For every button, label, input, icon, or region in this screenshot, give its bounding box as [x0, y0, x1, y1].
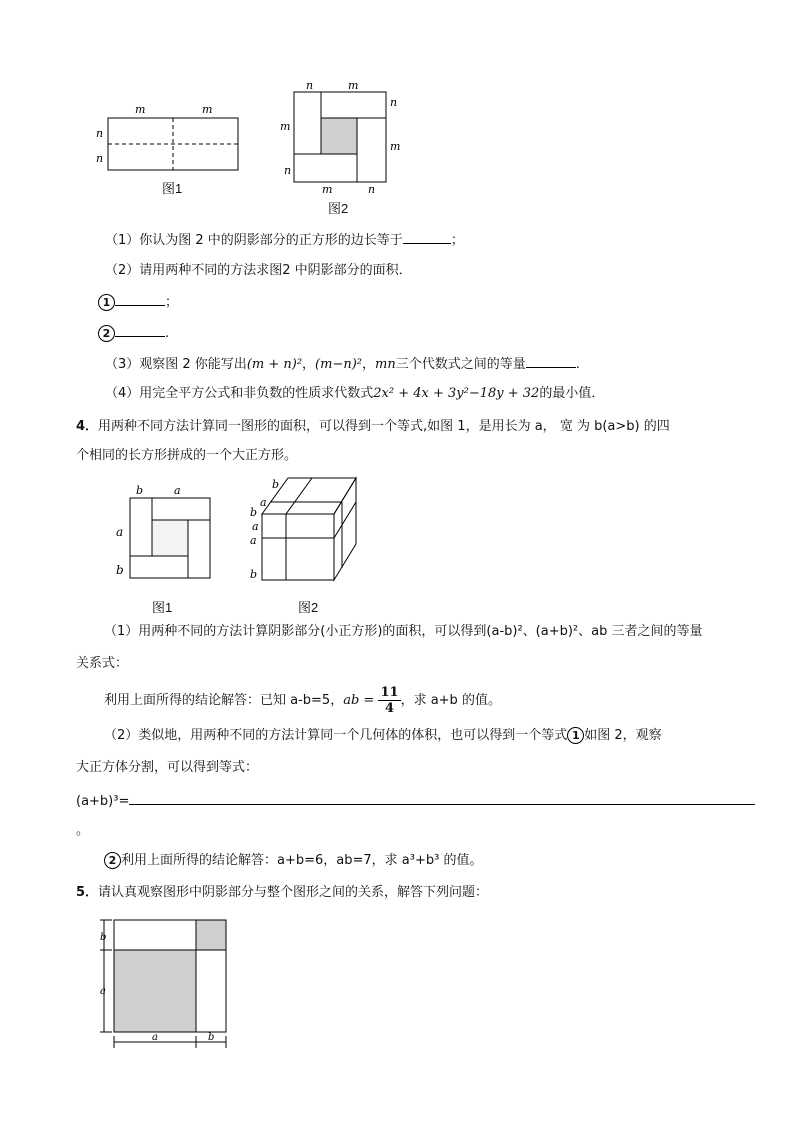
- q4-part1-line1: （1）用两种不同的方法计算阴影部分(小正方形)的面积，可以得到(a-b)²、(a+b)²、ab 三者之间的等量: [104, 624, 703, 639]
- q4-fig1-caption: 图1: [152, 600, 173, 615]
- svg-text:m: m: [348, 79, 359, 92]
- q4-fig2-caption: 图2: [298, 600, 319, 615]
- q4-part1-apply: 利用上面所得的结论解答：已知 a-b=5，ab = $\frac{11}{4}$ ，求 a+b 的值。: [104, 685, 501, 716]
- svg-text:b: b: [116, 563, 124, 577]
- q3-part3-blank[interactable]: [526, 354, 576, 368]
- fig1-label-m-left: m: [135, 103, 146, 116]
- svg-text:b: b: [136, 484, 144, 497]
- svg-text:a: a: [174, 484, 181, 497]
- q5-intro: 5．请认真观察图形中阴影部分与整个图形之间的关系，解答下列问题：: [76, 885, 489, 900]
- svg-text:b: b: [250, 506, 258, 519]
- q3-part3: （3）观察图 2 你能写出(m + n)²，(m−n)²，mn三个代数式之间的等量 .: [105, 354, 580, 374]
- q5-figure: [96, 914, 236, 1050]
- q3-part1-blank[interactable]: [403, 230, 451, 244]
- q4-part2-line2: 大正方体分割，可以得到等式：: [76, 760, 259, 775]
- svg-text:n: n: [284, 164, 292, 177]
- fig1-label-n-bottom: n: [96, 152, 104, 165]
- q4-figure-1: [112, 480, 217, 585]
- svg-text:a: a: [116, 525, 124, 539]
- q3-method1: 1 ；: [98, 292, 178, 312]
- q3-method2: 2 .: [98, 323, 169, 343]
- svg-text:n: n: [390, 96, 398, 109]
- fraction-11-4: $\frac{11}{4}$: [380, 685, 399, 716]
- fig2-caption: 图2: [328, 201, 349, 216]
- fig1-label-n-top: n: [96, 127, 104, 140]
- q4-part2-answer-blank[interactable]: [129, 791, 755, 805]
- svg-text:n: n: [306, 79, 314, 92]
- svg-text:b: b: [272, 478, 280, 491]
- svg-text:a: a: [100, 986, 106, 997]
- svg-text:m: m: [390, 140, 401, 153]
- svg-text:b: b: [208, 1032, 215, 1043]
- svg-text:m: m: [280, 120, 291, 133]
- q4-figure-2-cube: [248, 474, 360, 586]
- q3-part1: （1）你认为图 2 中的阴影部分的正方形的边长等于 ；: [105, 230, 464, 250]
- q4-intro-2: 个相同的长方形拼成的一个大正方形。: [76, 448, 298, 463]
- svg-text:b: b: [100, 932, 107, 943]
- svg-text:b: b: [250, 568, 258, 581]
- q3-part2: （2）请用两种不同的方法求图2 中阴影部分的面积．: [105, 263, 412, 278]
- q4-part2-dot: 。: [76, 823, 90, 838]
- figure-2-square: [278, 78, 408, 196]
- svg-text:a: a: [252, 520, 259, 533]
- svg-text:n: n: [368, 183, 376, 196]
- q3-part4: （4）用完全平方公式和非负数的性质求代数式2x² + 4x + 3y²−18y + 32的最小值．: [105, 386, 605, 401]
- fig1-caption: 图1: [162, 181, 183, 196]
- svg-text:m: m: [322, 183, 333, 196]
- q4-part2-expr: (a+b)³=: [76, 791, 755, 811]
- q3-method1-blank[interactable]: [115, 292, 165, 306]
- q4-part2-line1: （2）类似地，用两种不同的方法计算同一个几何体的体积，也可以得到一个等式 1 如图 2，观察: [104, 728, 662, 743]
- q4-part1-line2: 关系式：: [76, 656, 129, 671]
- q4-part2-apply: 2 利用上面所得的结论解答：a+b=6，ab=7，求 a³+b³ 的值。: [104, 852, 482, 870]
- svg-text:a: a: [260, 496, 267, 509]
- q3-method2-blank[interactable]: [115, 323, 165, 337]
- svg-text:a: a: [152, 1032, 158, 1043]
- q4-intro-1: 4．用两种不同方法计算同一图形的面积，可以得到一个等式,如图 1，是用长为 a， 宽 为 b(a>b) 的四: [76, 419, 670, 434]
- svg-text:a: a: [250, 534, 257, 547]
- fig1-label-m-right: m: [202, 103, 213, 116]
